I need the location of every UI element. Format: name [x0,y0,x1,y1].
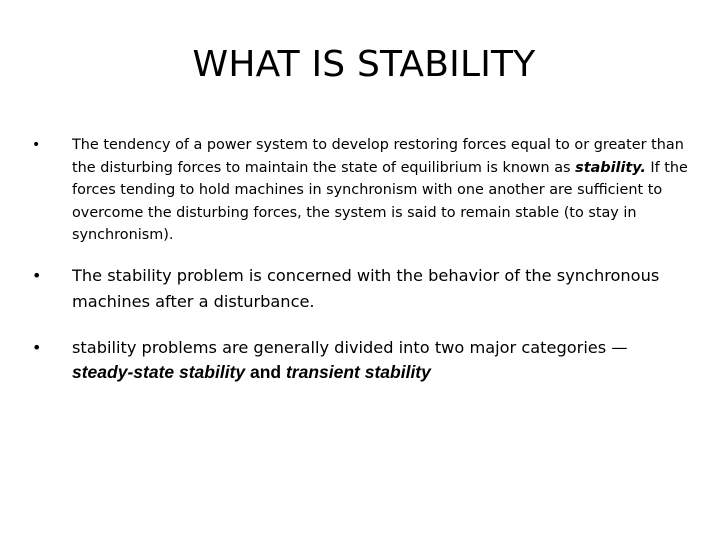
bullet1-text-part2: If the forces tending to hold machines in synchronism with one another are sufficient to overcome the disturbing forces, the system is said to remain stable (to stay in synchronism). [72,159,688,243]
bullet-dot-icon: • [32,265,42,285]
bullet3-term-steady-state: steady-state stability [72,361,246,382]
bullet3-text-part1: stability problems are generally divided into two major categories — [72,337,628,357]
bullet-item-definition [32,134,704,247]
bullet2-text: The stability problem is concerned with the behavior of the synchronous machines after a disturbance. [72,265,660,311]
bullet-dot-icon: • [32,337,42,357]
bullet-list [32,134,704,385]
bullet-dot-icon: • [32,137,41,153]
bullet1-emphasis: stability. [575,159,646,176]
slide-title: WHAT IS STABILITY [192,44,536,85]
bullet1-text-part1: The tendency of a power system to develop restoring forces equal to or greater than the disturbing forces to maintain the state of equilibrium is known as [72,137,684,176]
bullet-item-categories [32,335,704,385]
bullet3-conjunction: and [245,361,286,382]
bullet-item-problem [32,263,704,315]
bullet3-term-transient: transient stability [285,361,431,382]
